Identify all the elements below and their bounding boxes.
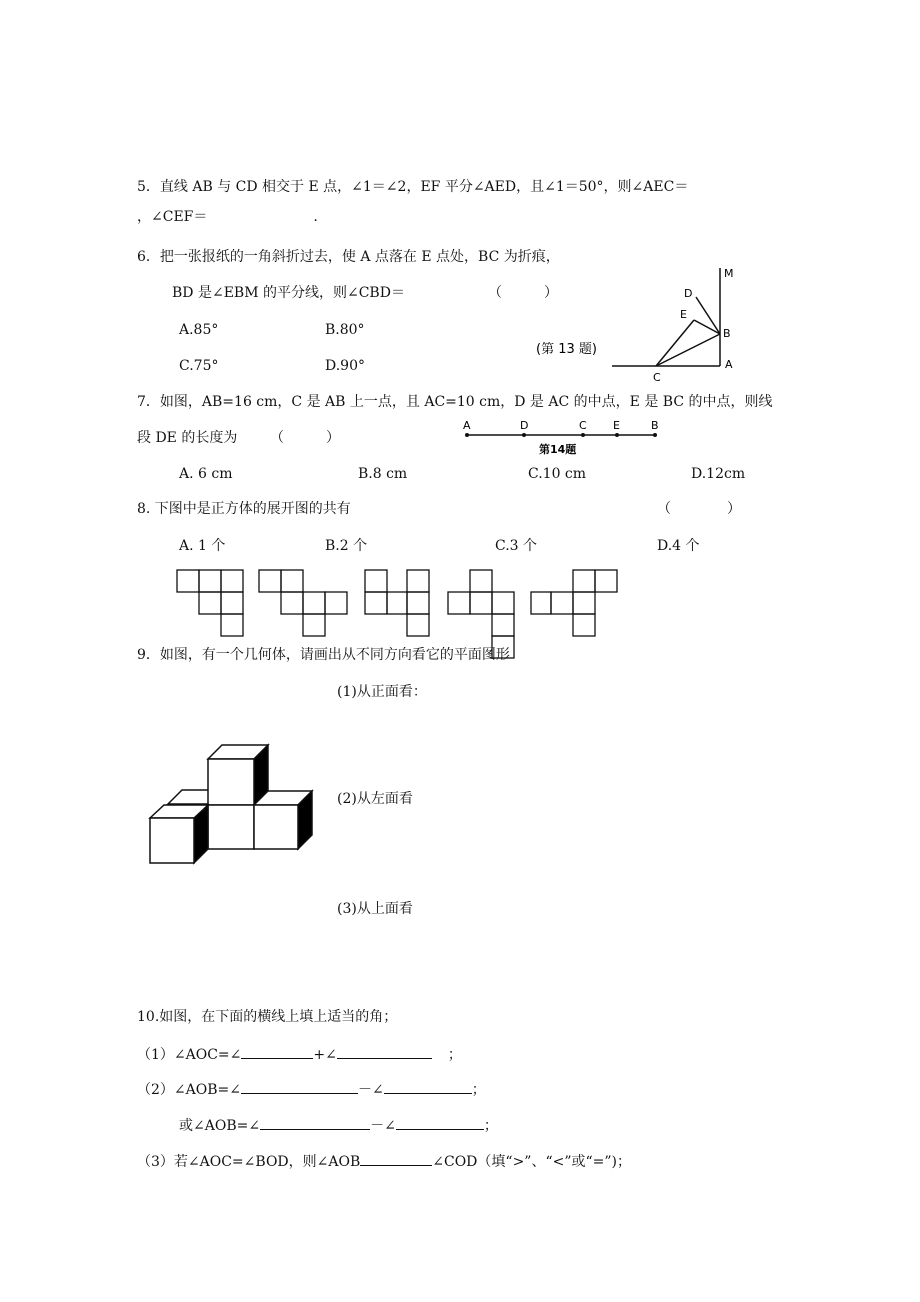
q6-option-a: A.85° <box>179 322 219 338</box>
q5-line1: 5．直线 AB 与 CD 相交于 E 点，∠1＝∠2，EF 平分∠AED，且∠1＝50°，则∠AEC＝ <box>137 179 689 195</box>
q10-part3-start: （3）若∠AOC=∠BOD，则∠AOB <box>137 1154 361 1170</box>
q7-option-c: C.10 cm <box>528 466 587 482</box>
seg-label-b: B <box>651 419 659 432</box>
seg-label-c: C <box>579 419 587 432</box>
q5-line2 <box>137 208 318 226</box>
blank-1a[interactable] <box>241 1044 313 1059</box>
q10-line1: 10.如图，在下面的横线上填上适当的角； <box>137 1009 398 1025</box>
q7-option-a: A. 6 cm <box>179 466 233 482</box>
net-5 <box>531 570 617 636</box>
q6-line1: 6．把一张报纸的一角斜折过去，使 A 点落在 E 点处，BC 为折痕， <box>137 249 560 265</box>
q10-part1-plus: +∠ <box>313 1047 337 1063</box>
q6-option-b: B.80° <box>325 322 365 338</box>
q5-angle-cef: ，∠CEF＝ <box>137 209 208 225</box>
q6-option-d: D.90° <box>325 358 365 374</box>
q10-part1-end: ； <box>447 1047 462 1063</box>
q6-paren: （ ） <box>488 285 558 301</box>
blank-3[interactable] <box>360 1151 432 1166</box>
fold-figure <box>500 262 750 387</box>
figure-14-caption: 第14题 <box>539 443 577 456</box>
q10-part2-alt <box>179 1115 498 1135</box>
q8-option-a: A. 1 个 <box>179 538 226 554</box>
q9-view-left: (2)从左面看 <box>337 791 413 807</box>
q10-part2-alt-start: 或∠AOB=∠ <box>179 1118 261 1134</box>
blank-2a[interactable] <box>241 1079 358 1094</box>
net-3 <box>365 570 429 636</box>
blank-2b[interactable] <box>384 1079 472 1094</box>
net-4 <box>448 570 514 658</box>
q10-part1 <box>137 1044 462 1064</box>
blank-2d[interactable] <box>396 1115 484 1130</box>
label-b: B <box>723 327 731 340</box>
q10-part3 <box>137 1151 631 1171</box>
q7-option-b: B.8 cm <box>358 466 408 482</box>
seg-label-d: D <box>520 419 529 432</box>
q7-line1: 7．如图，AB=16 cm，C 是 AB 上一点，且 AC=10 cm，D 是 AC 的中点，E 是 BC 的中点，则线 <box>137 394 773 410</box>
q8-option-d: D.4 个 <box>657 538 700 554</box>
blank-1b[interactable] <box>337 1044 432 1059</box>
q8-paren: （ ） <box>657 501 741 517</box>
q8-option-c: C.3 个 <box>495 538 538 554</box>
q10-part2-alt-minus: －∠ <box>370 1118 396 1134</box>
cube-solid-figure <box>140 735 330 875</box>
q10-part2 <box>137 1079 486 1099</box>
net-2 <box>259 570 347 636</box>
q10-part3-end: ∠COD（填“>”、“<”或“=”)； <box>432 1154 632 1170</box>
q10-part1-start: （1）∠AOC=∠ <box>137 1047 242 1063</box>
segment-figure <box>460 418 670 458</box>
label-e: E <box>680 308 687 321</box>
q9-view-front: (1)从正面看： <box>337 684 427 700</box>
q10-part2-minus: －∠ <box>357 1082 384 1098</box>
seg-label-e: E <box>613 419 620 432</box>
q7-line2: 段 DE 的长度为 <box>137 430 238 446</box>
blank-2c[interactable] <box>260 1115 370 1130</box>
q7-paren: （ ） <box>270 430 340 446</box>
q6-line2: BD 是∠EBM 的平分线，则∠CBD＝ <box>172 285 405 301</box>
figure-13-caption: (第 13 题) <box>536 342 597 357</box>
q9-line1: 9．如图，有一个几何体，请画出从不同方向看它的平面图形 <box>137 647 510 663</box>
label-d: D <box>684 287 693 300</box>
q8-option-b: B.2 个 <box>325 538 368 554</box>
label-c: C <box>653 371 661 384</box>
seg-label-a: A <box>463 419 471 432</box>
q10-part2-alt-end: ； <box>483 1118 498 1134</box>
q7-option-d: D.12cm <box>691 466 746 482</box>
label-m: M <box>724 267 734 280</box>
q9-view-top: (3)从上面看 <box>337 901 413 917</box>
net-1 <box>177 570 243 636</box>
q8-line1: 8. 下图中是正方体的展开图的共有 <box>137 501 351 517</box>
q6-option-c: C.75° <box>179 358 219 374</box>
q10-part2-start: （2）∠AOB=∠ <box>137 1082 241 1098</box>
q5-period: . <box>313 209 318 225</box>
label-a: A <box>725 358 733 371</box>
q10-part2-end: ； <box>471 1082 486 1098</box>
